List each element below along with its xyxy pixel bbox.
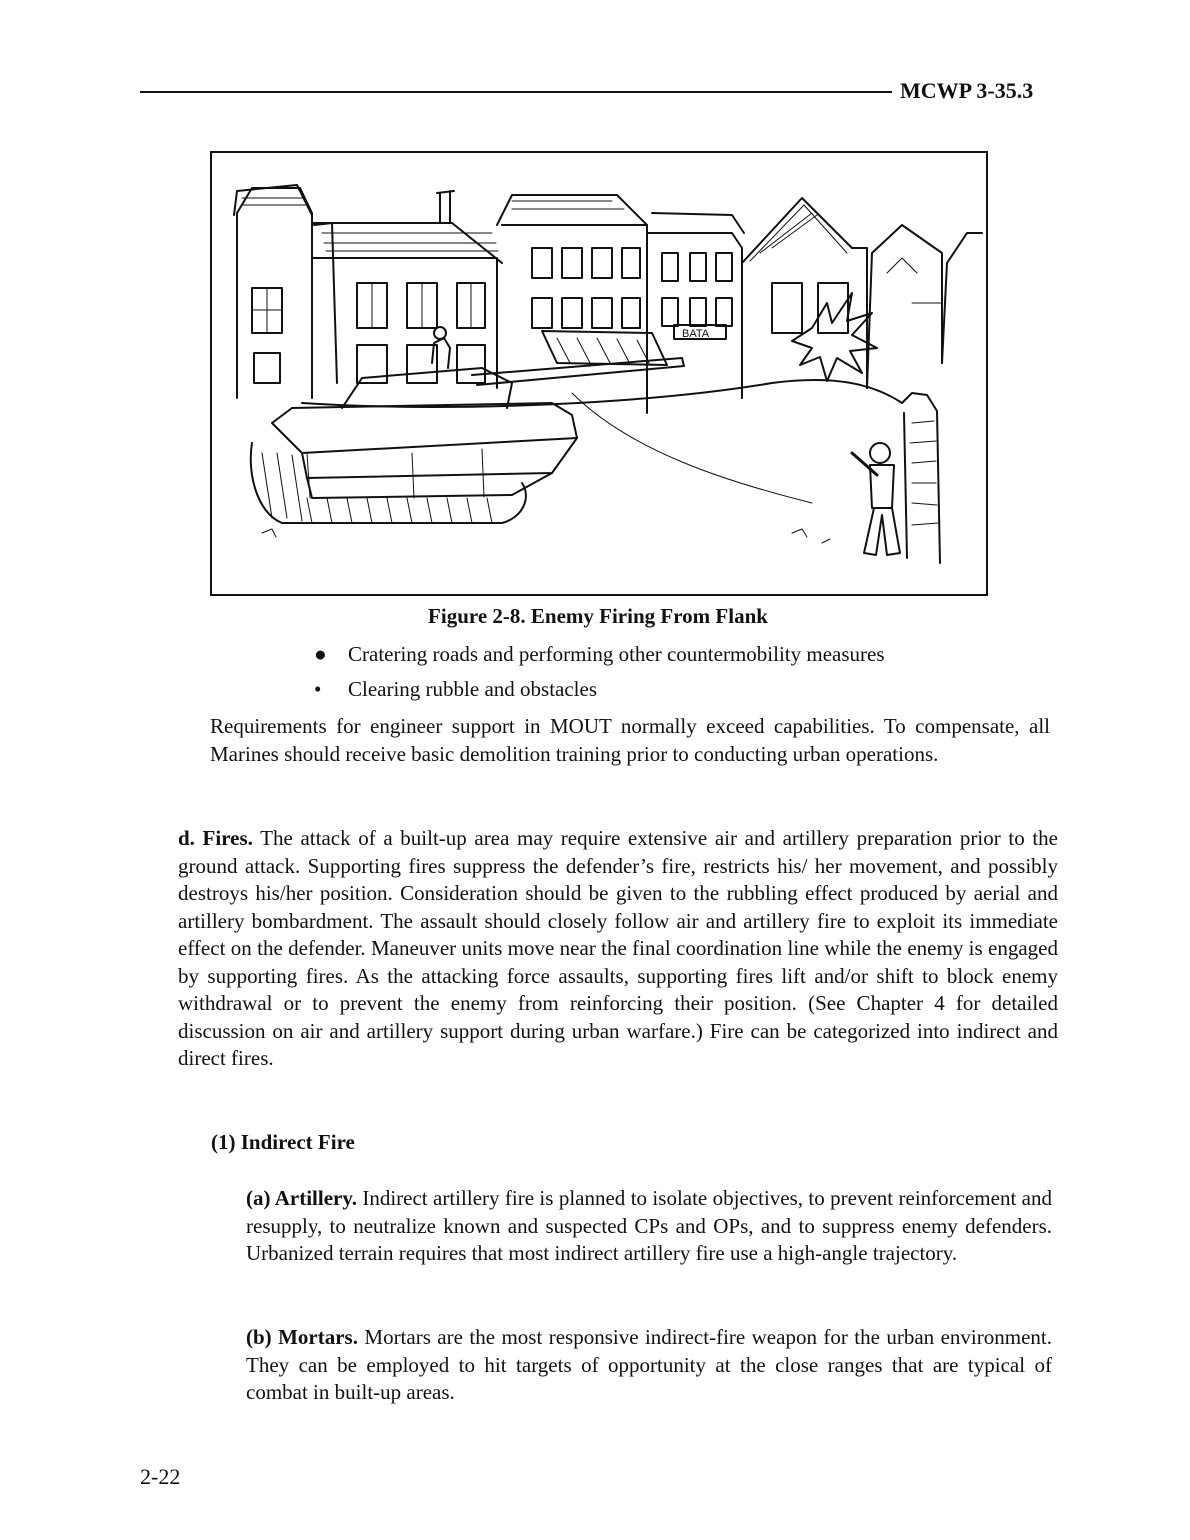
list-item: [310, 676, 1010, 711]
artillery-paragraph: [246, 1185, 1052, 1268]
street-scene-drawing: [212, 153, 986, 594]
bullet-marker: •: [314, 677, 322, 701]
fires-body: The attack of a built-up area may require extensive air and artillery preparation prior to the ground attack. Supporting fires suppress the defender’s fire, restricts his/ her movement, and possibly destroys his/her position. Consideration should be given to the rubbling effect produced by aerial and artillery bombardment. The assault should closely follow air and artillery fire to exploit its immediate effect on the defender. Maneuver units move near the final coordination line while the enemy is engaged by supporting fires. As the attacking force assaults, supporting fires lift and/or shift to block enemy withdrawal or to prevent the enemy from reinforcing their position. (See Chapter 4 for detailed discussion on air and artillery support during urban warfare.) Fire can be categorized into indirect and direct fires.: [178, 826, 1059, 1070]
bullet-marker: ●: [314, 642, 327, 666]
mortars-paragraph: [246, 1324, 1052, 1407]
engineer-support-paragraph: Requirements for engineer support in MOUT normally exceed capabilities. To compensate, all Marines should receive basic demolition training prior to conducting urban operations.: [210, 714, 1050, 766]
figure-illustration: [210, 151, 988, 596]
figure-caption: Figure 2-8. Enemy Firing From Flank: [428, 604, 768, 628]
bullet-list: [310, 641, 1010, 711]
artillery-heading: (a) Artillery.: [246, 1186, 357, 1210]
fires-paragraph: [178, 825, 1058, 1073]
fires-heading: d. Fires.: [178, 826, 253, 850]
list-item-text: Clearing rubble and obstacles: [348, 677, 598, 701]
indirect-fire-heading: (1) Indirect Fire: [211, 1130, 355, 1154]
document-id: MCWP 3-35.3: [900, 78, 1034, 103]
header-rule: [140, 91, 892, 93]
list-item: [310, 641, 1010, 676]
page-number: 2-22: [140, 1464, 181, 1489]
shop-sign-text: BATA: [682, 328, 710, 340]
mortars-heading: (b) Mortars.: [246, 1325, 358, 1349]
artillery-body: Indirect artillery fire is planned to isolate objectives, to prevent reinforcement and resupply, to neutralize known and suspected CPs and OPs, and to suppress enemy defenders. Urbanized terrain requires that most indirect artillery fire use a high-angle trajectory.: [246, 1186, 1053, 1265]
list-item-text: Cratering roads and performing other countermobility measures: [348, 642, 885, 666]
mortars-body: Mortars are the most responsive indirect-fire weapon for the urban environment. They can be employed to hit targets of opportunity at the close ranges that are typical of combat in built-up areas.: [246, 1325, 1052, 1404]
